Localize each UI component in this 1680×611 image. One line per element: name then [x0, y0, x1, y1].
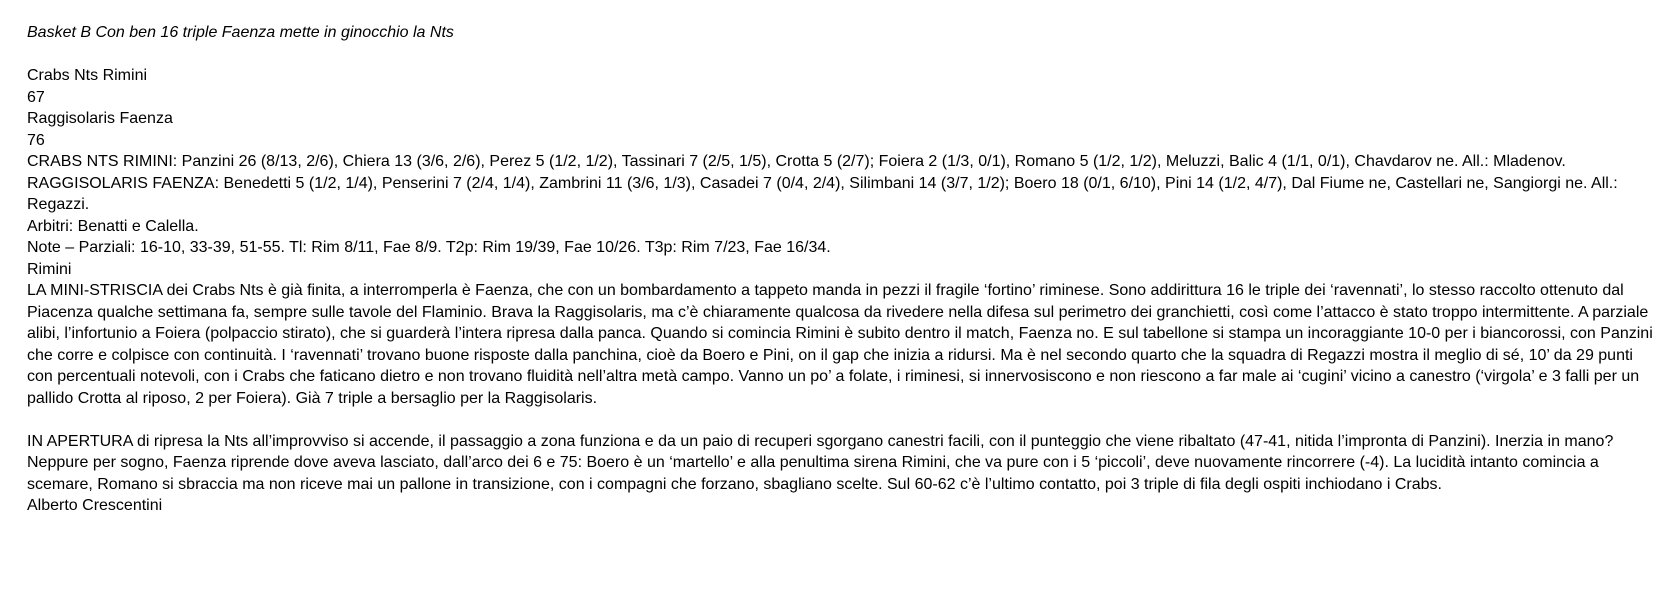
referees-line: Arbitri: Benatti e Calella. — [27, 217, 199, 235]
home-team-score: 67 — [27, 88, 45, 106]
article-paragraph-2: IN APERTURA di ripresa la Nts all’improvviso si accende, il passaggio a zona funziona e da un paio di recuperi sgorgano canestri facili, con il punteggio che viene ribaltato (47-41, nitida l’impronta di Panzini). Inerzia in mano? Neppure per sogno, Faenza riprende dove aveva lasciato, dall’arco dei 6 e 75: Boero è un ‘martello’ e alla penultima sirena Rimini, che va pure con i 5 ‘piccoli’, deve nuovamente rincorrere (-4). La lucidità intanto comincia a scemare, Romano si sbraccia ma non riceve mai un pallone in transizione, con i compagni che forzano, sbagliano scelte. Sul 60-62 c’è l’ultimo contatto, poi 3 triple di fila degli ospiti inchiodano i Crabs. — [27, 432, 1614, 493]
away-team-name: Raggisolaris Faenza — [27, 110, 173, 127]
game-notes: Note – Parziali: 16-10, 33-39, 51-55. Tl: Rim 8/11, Fae 8/9. T2p: Rim 19/39, Fae 10/26. T3p: Rim 7/23, Fae 16/34. — [27, 239, 831, 256]
home-box-score: CRABS NTS RIMINI: Panzini 26 (8/13, 2/6), Chiera 13 (3/6, 2/6), Perez 5 (1/2, 1/2), Tassinari 7 (2/5, 1/5), Crotta 5 (2/7); Foiera 2 (1/3, 0/1), Romano 5 (1/2, 1/2), Meluzzi, Balic 4 (1/1, 0/1), Chavdarov ne. All.: Mladenov. — [27, 153, 1566, 170]
article-paragraph-1: LA MINI-STRISCIA dei Crabs Nts è già finita, a interromperla è Faenza, che con un bombardamento a tappeto manda in pezzi il fragile ‘fortino’ riminese. Sono addirittura 16 le triple dei ‘ravennati’, lo stesso raccolto ottenuto dal Piacenza qualche settimana fa, sempre sulle tavole del Flaminio. Brava la Raggisolaris, ma c’è chiaramente qualcosa da rivedere nella difesa sul perimetro dei granchietti, così come l’attacco è stato troppo intermittente. A parziale alibi, l’infortunio a Foiera (polpaccio stirato), che si guarderà l’intera ripresa dalla panca. Quando si comincia Rimini è subito dentro il match, Faenza no. E sul tabellone si stampa un incoraggiante 10-0 per i biancorossi, con Panzini che corre e colpisce con continuità. I ‘ravennati’ trovano buone risposte dalla panchina, cioè da Boero e Pini, on il gap che inizia a ridursi. Ma è nel secondo quarto che la squadra di Regazzi mostra il meglio di sé, 10’ da 29 punti con percentuali notevoli, con i Crabs che faticano dietro e non trovano fluidità nell’altra metà campo. Vanno un po’ a folate, i riminesi, si innervosiscono e non riescono a far male ai ‘cugini’ vicino a canestro (‘virgola’ e 3 falli per un pallido Crotta al riposo, 2 per Foiera). Già 7 triple a bersaglio per la Raggisolaris. — [27, 282, 1653, 407]
article-author: Alberto Crescentini — [27, 497, 163, 514]
dateline: Rimini — [27, 260, 72, 278]
paragraph-spacer — [27, 409, 1653, 431]
away-team-score: 76 — [27, 131, 45, 149]
home-team-name: Crabs Nts Rimini — [27, 67, 148, 84]
article-headline: Basket B Con ben 16 triple Faenza mette in ginocchio la Nts — [27, 24, 454, 41]
away-box-score: RAGGISOLARIS FAENZA: Benedetti 5 (1/2, 1/4), Penserini 7 (2/4, 1/4), Zambrini 11 (3/6, 1/3), Casadei 7 (0/4, 2/4), Silimbani 14 (3/7, 1/2); Boero 18 (0/1, 6/10), Pini 14 (1/2, 4/7), Dal Fiume ne, Castellari ne, Sangiorgi ne. All.: Regazzi. — [27, 174, 1618, 213]
